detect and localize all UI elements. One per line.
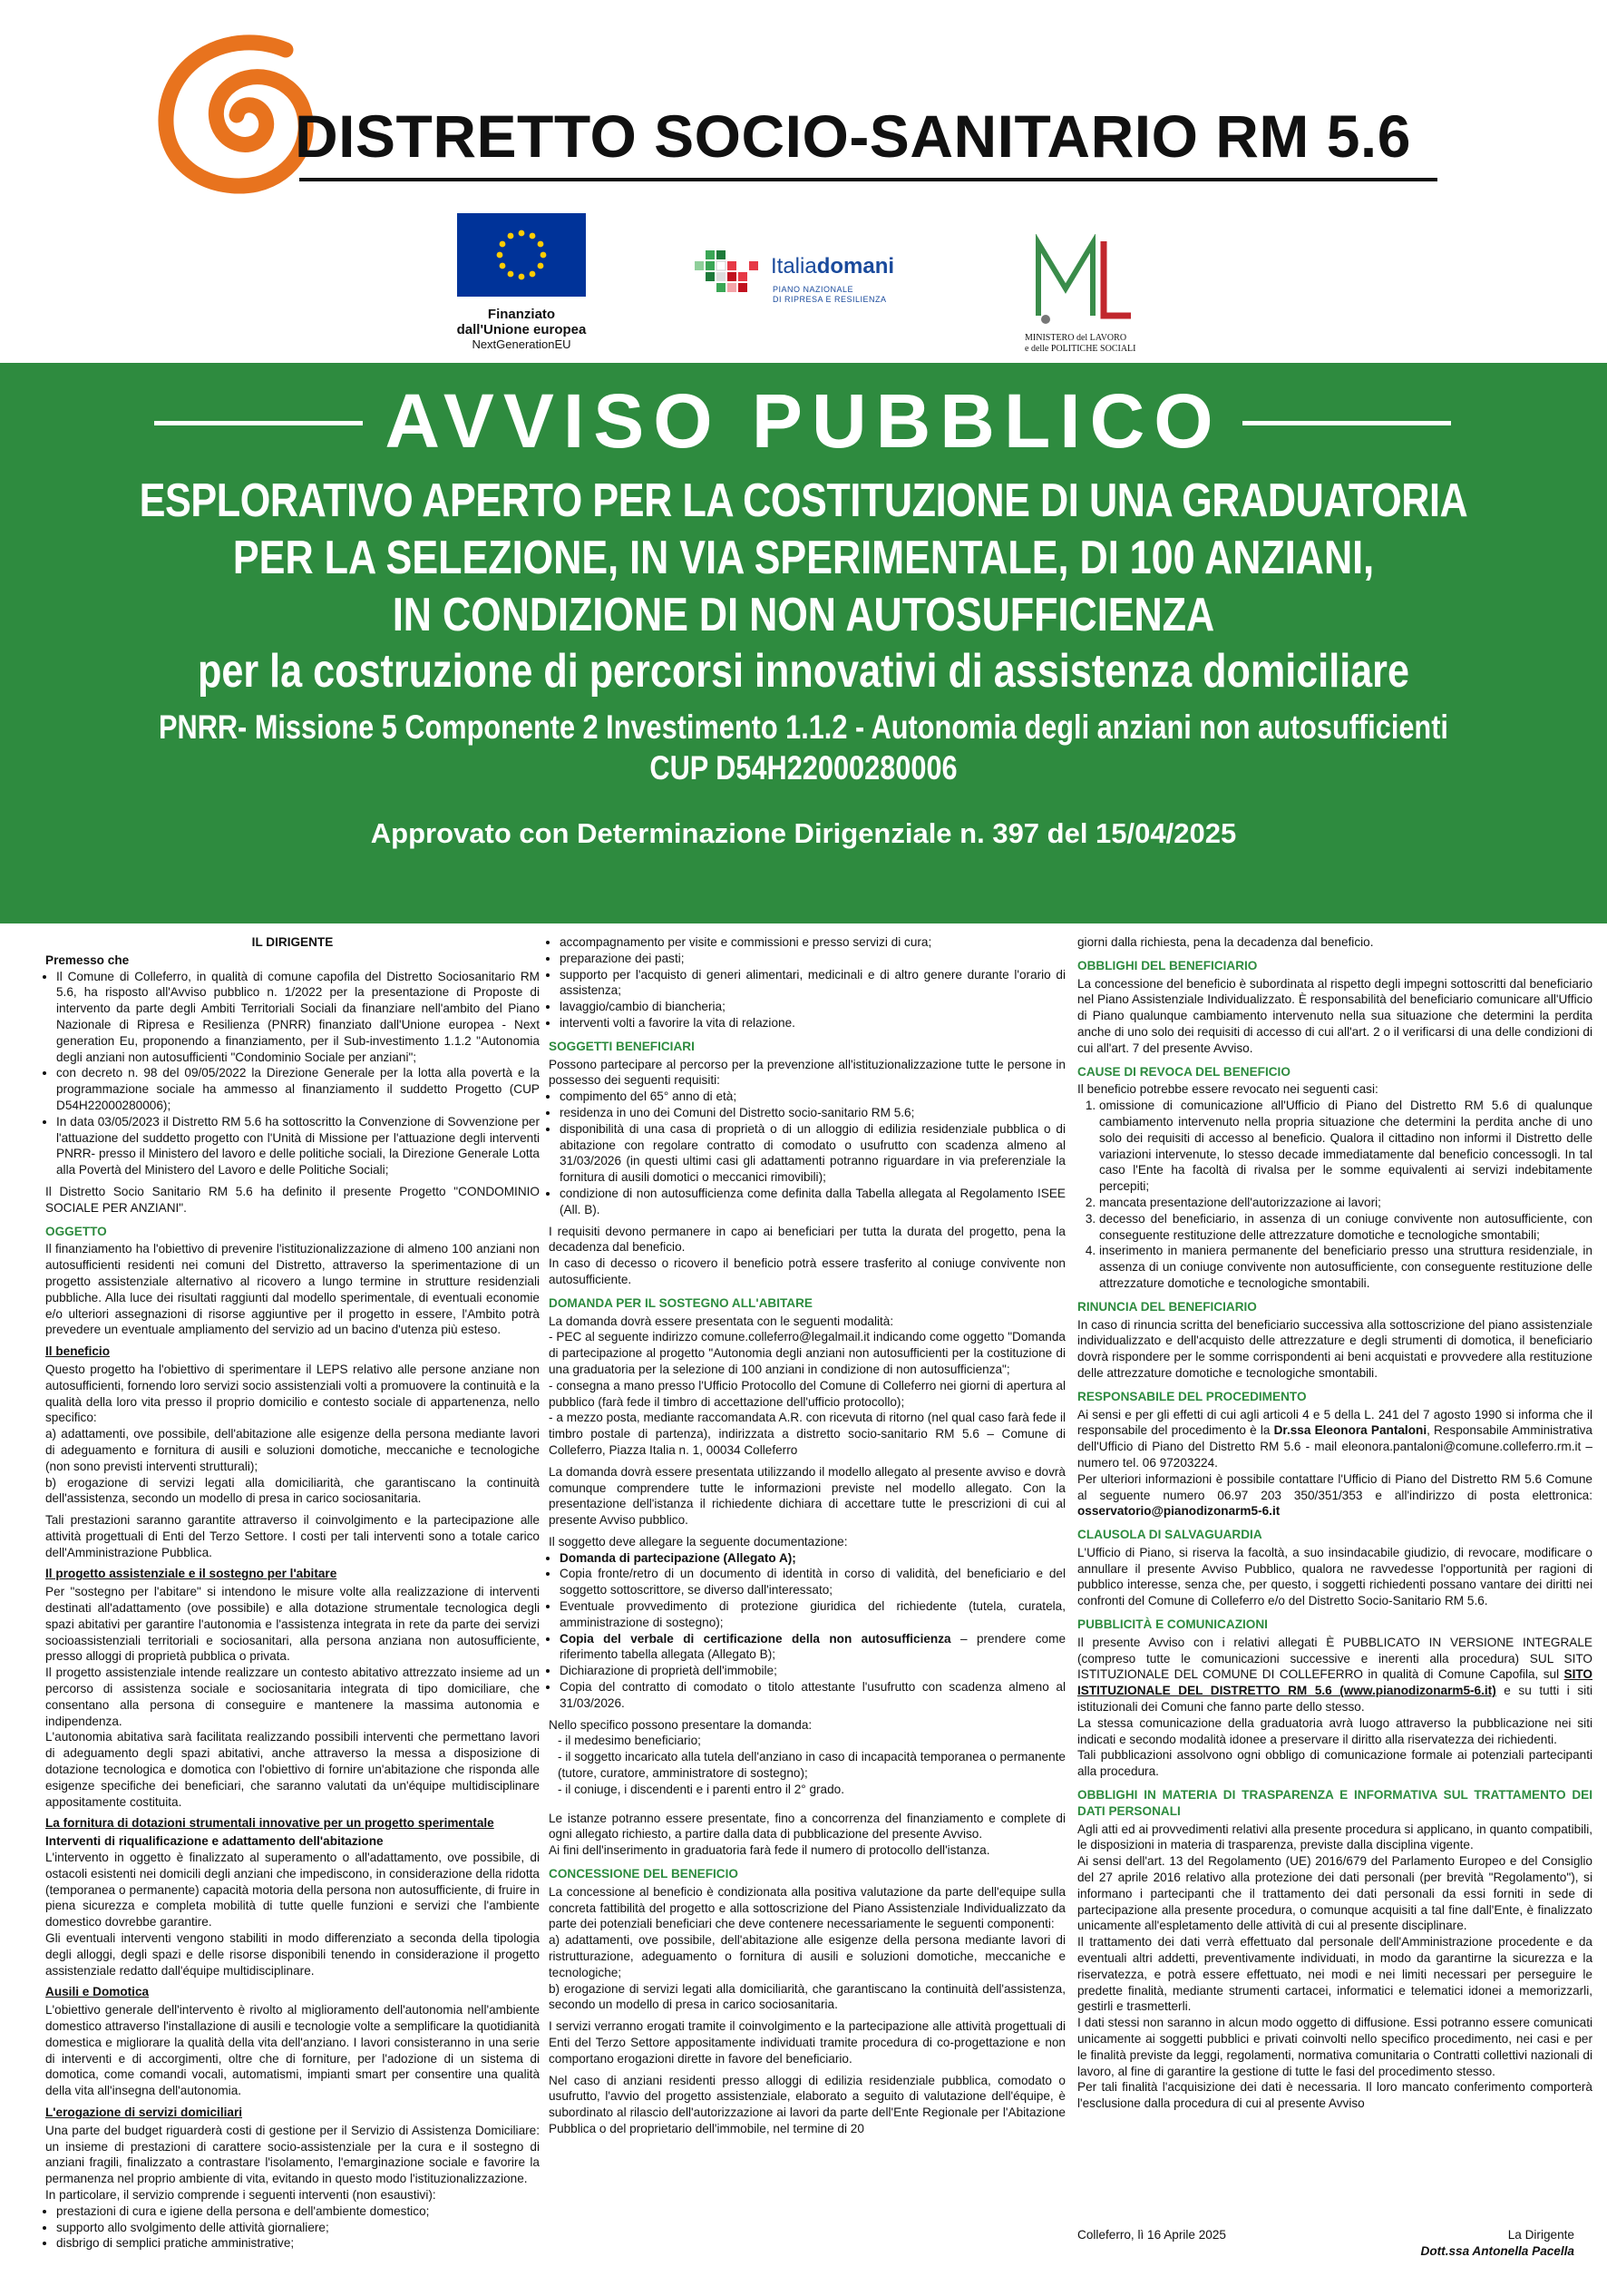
paragraph: In caso di rinuncia scritta del beneficiario successiva alla sottoscrizione del piano assistenziale individualizzato e dell'acquisto delle attrezzature e degli strumenti di domotica, il beneficiario dovrà rispondere per le somme corrispondenti ai beni acquistati e provvedere alla restituzione delle attrezzature domotiche e tecnologiche smontabili.	[1077, 1317, 1592, 1380]
signatory-role: La Dirigente	[1507, 2228, 1574, 2242]
paragraph: Gli eventuali interventi vengono stabiliti in modo differenziato a seconda della tipologia degli alloggi, degli spazi e delle risorse disponibili tenendo in considerazione il progetto assistenziale redatto dall'équipe multidisciplinare.	[45, 1931, 540, 1978]
paragraph: Il progetto assistenziale intende realizzare un contesto abitativo attrezzato insieme ad un percorso di assistenza sociale e sociosanitaria integrata di tipo domiciliare, che consentano alla persona di conseguire e mantenere la massima autonomia e indipendenza.	[45, 1666, 540, 1728]
section-heading: L'erogazione di servizi domiciliari	[45, 2105, 243, 2119]
signatory-name: Dott.ssa Antonella Pacella	[1420, 2244, 1574, 2258]
list-item: • lavaggio/cambio di biancheria;	[560, 999, 1066, 1015]
documenti-list	[549, 1550, 1066, 1712]
servizi-list-continued	[549, 934, 1066, 1031]
paragraph: Nel caso di anziani residenti presso alloggi di edilizia residenziale pubblica, comodato o usufrutto, l'avvio del progetto assistenziale, elaborato a seguito di valutazione dell'équipe, è subordinato al rilascio dell'autorizzazione ai lavori da parte dell'Ente Regionale per l'Abitazione Pubblica o del proprietario dell'immobile, nel termine di 20	[549, 2073, 1066, 2135]
paragraph: La domanda dovrà essere presentata con le seguenti modalità:	[549, 1314, 894, 1328]
ministero-ml-icon	[1029, 234, 1138, 325]
list-item: • Copia fronte/retro di un documento di identità in corso di validità, del beneficiario e del soggetto sottoscrittore, se diverso dall'interessato;	[560, 1566, 1066, 1598]
paragraph: Il trattamento dei dati verrà effettuato dal personale dell'Amministrazione procedente e da eventuali altri addetti, preventivamente individuati, in modo da garantirne la sicurezza e la riservatezza, e potrà essere effettuato, nei modi e nei limiti necessari per perseguire le predette finalità, mediante strumenti cartacei, informatici e telematici idonei a memorizzarli, gestirli e trasmetterli.	[1077, 1935, 1592, 2014]
paragraph: Tali pubblicazioni assolvono ogni obbligo di comunicazione formale ai potenziali partecipanti alla procedura.	[1077, 1748, 1592, 1779]
section-heading: CONCESSIONE DEL BENEFICIO	[549, 1867, 738, 1881]
list-item: • supporto allo svolgimento delle attività giornaliere;	[56, 2220, 540, 2236]
section-heading: RINUNCIA DEL BENEFICIARIO	[1077, 1299, 1257, 1314]
paragraph: La concessione del beneficio è subordinata al rispetto degli impegni sottoscritti dal beneficiario nel Piano Assistenziale Individualizzato. È responsabilità del beneficiario comunicare all'Ufficio di Piano qualunque cambiamento intervenuto nella sua situazione che determini la perdita anche di uno solo dei requisiti di accesso di cui all'art. 2 o il verificarsi di una delle condizioni di cui all'art. 7 del presente Avviso.	[1077, 976, 1592, 1055]
paragraph: La domanda dovrà essere presentata utilizzando il modello allegato al presente avviso e dovrà comunque comprendere tutte le informazioni previste nel modello allegato. Con la presentazione dell'istanza il richiedente dichiara di accettare tutte le prescrizioni di cui al presente Avviso pubblico.	[549, 1464, 1066, 1528]
paragraph: Per tali finalità l'acquisizione dei dati è necessaria. Il loro mancato conferimento comporterà l'esclusione dalla procedura di cui al presente Avviso	[1077, 2080, 1592, 2111]
list-item: • prestazioni di cura e igiene della persona e dell'ambiente domestico;	[56, 2203, 540, 2220]
paragraph: b) erogazione di servizi legati alla domiciliarità, che garantiscano la continuità dell'assistenza, secondo un modello di presa in carico sociosanitaria.	[549, 1981, 1066, 2012]
list-item: • compimento del 65° anno di età;	[560, 1089, 1066, 1105]
paragraph: Ai sensi e per gli effetti di cui agli articoli 4 e 5 della L. 241 del 7 agosto 1990 si informa che il responsabile del procedimento è la Dr.ssa Eleonora Pantaloni, Responsabile Amministrativa dell'Ufficio di Piano del Distretto RM 5.6 - mail eleonora.pantaloni@comune.colleferro.rm.it – numero tel. 06 97203224.	[1077, 1407, 1592, 1470]
list-item: • disponibilità di una casa di proprietà o di un alloggio di edilizia residenziale pubblica o di abitazione con regolare contratto di comodato o usufrutto con scadenza almeno al 31/03/2026 (in questi ultimi casi gli adattamenti potranno riguardare in via preferenziale la fornitura di ausili domotici o meccanici rimovibili);	[560, 1121, 1066, 1186]
column-1	[45, 934, 540, 2257]
title-rule-right	[1242, 421, 1451, 425]
paragraph: I servizi verranno erogati tramite il coinvolgimento e la partecipazione alle attività progettuali di Enti del Terzo Settore appositamente individuati tramite procedura di co-progettazione e non comportano erogazioni dirette in favore del beneficiario.	[549, 2019, 1066, 2066]
list-item: • condizione di non autosufficienza come definita dalla Tabella allegata al Regolamento ISEE (All. B).	[560, 1186, 1066, 1218]
paragraph: L'Ufficio di Piano, si riserva la facoltà, a suo insindacabile giudizio, di revocare, modificare o annullare il presente Avviso Pubblico, qualora ne ravvedesse l'opportunità per ragioni di pubblico interesse, senza che, per questo, i soggetti richiedenti possano vantare dei diritti nei confronti del Comune di Colleferro e/o del Distretto Socio-Sanitario RM 5.6.	[1077, 1545, 1592, 1608]
banner-cup-line: CUP D54H22000280006	[649, 749, 958, 787]
eu-caption: Finanziato dall'Unione europea	[456, 307, 587, 337]
paragraph: I requisiti devono permanere in capo ai beneficiari per tutta la durata del progetto, pena la decadenza dal beneficio.	[549, 1224, 1066, 1255]
eu-caption-ngeu: NextGenerationEU	[472, 337, 571, 351]
column-3	[1077, 934, 1592, 2117]
list-item: - il soggetto incaricato alla tutela dell'anziano in caso di incapacità temporanea o permanente (tutore, curatore, amministratore di sostegno);	[558, 1750, 1066, 1781]
italiadomani-mark-icon	[689, 247, 764, 303]
paragraph: Tali prestazioni saranno garantite attraverso il coinvolgimento e la partecipazione alle attività progettuali di Enti del Terzo Settore. I costi per tali interventi sono a totale carico dell'Amministrazione Pubblica.	[45, 1513, 540, 1559]
list-item: • Domanda di partecipazione (Allegato A);	[560, 1550, 1066, 1567]
section-heading: Ausili e Domotica	[45, 1985, 150, 1999]
paragraph: La concessione al beneficio è condizionata alla positiva valutazione da parte dell'equipe sulla concreta fattibilità del progetto e alla sottoscrizione del Piano Assistenziale Individualizzato da parte dei potenziali beneficiari che deve contenere necessariamente le seguenti componenti:	[549, 1884, 1066, 1931]
paragraph: Per ulteriori informazioni è possibile contattare l'Ufficio di Piano del Distretto RM 5.6 Comune al seguente numero 06.97 203 350/351/353 e all'indirizzo di posta elettronica: osservatorio@pianodizonarm5-6.it	[1077, 1471, 1592, 1519]
list-item: • Il Comune di Colleferro, in qualità di comune capofila del Distretto Sociosanitario RM 5.6, ha risposto all'Avviso pubblico n. 1/2022 per la presentazione di Proposte di intervento da parte degli Ambiti Territoriali Sociali da finanziare nell'ambito del Piano Nazionale di Ripresa e Resilienza (PNRR) finanziato dall'Unione europea - Next generation Eu, proponendo a finanziamento, per il Sub-investimento 1.1.2 "Autonomia degli anziani non autosufficienti "Condominio Sociale per anziani";	[56, 969, 540, 1066]
section-heading: Il beneficio	[45, 1344, 111, 1359]
paragraph: a) adattamenti, ove possibile, dell'abitazione alle esigenze della persona mediante lavori di ristrutturazione, adeguamento o fornitura di ausili e soluzioni domotiche, meccaniche e tecnologiche;	[549, 1933, 1066, 1979]
premesse-list	[45, 969, 540, 1178]
list-item: 4. inserimento in maniera permanente del beneficiario presso una struttura residenziale, in assenza di un coniuge convivente non autosufficiente, con conseguente restituzione delle attrezzature domotiche e tecnologiche smontabili.	[1099, 1243, 1592, 1291]
paragraph: Il presente Avviso con i relativi allegati È PUBBLICATO IN VERSIONE INTEGRALE (compreso tutte le comunicazioni successive e inerenti alla procedura) SUL SITO ISTITUZIONALE DEL COMUNE DI COLLEFERRO in qualità di Comune Capofila, sul SITO ISTITUZIONALE DEL DISTRETTO RM 5.6 (www.pianodizonarm5-6.it) e su tutti i siti istituzionali dei Comuni che fanno parte dello stesso.	[1077, 1635, 1592, 1715]
list-item: • accompagnamento per visite e commissioni e presso servizi di cura;	[560, 934, 1066, 951]
section-heading: CLAUSOLA DI SALVAGUARDIA	[1077, 1528, 1262, 1542]
list-item: 2. mancata presentazione dell'autorizzazione ai lavori;	[1099, 1195, 1592, 1211]
list-item: - il coniuge, i discendenti e i parenti entro il 2° grado.	[558, 1782, 845, 1796]
dirigente-heading: IL DIRIGENTE	[251, 935, 334, 949]
paragraph: In particolare, il servizio comprende i seguenti interventi (non esaustivi):	[45, 2187, 436, 2202]
title-banner	[0, 363, 1607, 923]
section-heading: SOGGETTI BENEFICIARI	[549, 1039, 695, 1053]
distretto-site-link[interactable]: SITO ISTITUZIONALE DEL DISTRETTO RM 5.6 (www.pianodizonarm5-6.it)	[1077, 1667, 1592, 1698]
paragraph: Questo progetto ha l'obiettivo di sperimentare il LEPS relativo alle persone anziane non autosufficienti, fornendo loro servizi socio assistenziali volti a promuovere la continuità e la qualità della loro vita presso il proprio domicilio e contesto sociale di appartenenza, nello specifico:	[45, 1362, 540, 1425]
list-item: 3. decesso del beneficiario, in assenza di un coniuge convivente non autosufficiente, con conseguente restituzione delle attrezzature domotiche e tecnologiche smontabili;	[1099, 1211, 1592, 1244]
paragraph: Per "sostegno per l'abitare" si intendono le misure volte alla realizzazione di interventi destinati all'adattamento (ove possibile) e alla dotazione strumentale tecnologica degli spazi abitativi per garantire l'autonomia e l'assistenza integrata in rete da parte dei servizi socioassistenziali territoriali e sociosanitari, alla persona anziana non autosufficiente, presso alloggi di proprietà pubblica o privata.	[45, 1585, 540, 1664]
paragraph: Le istanze potranno essere presentate, fino a concorrenza del finanziamento e complete di ogni allegato richiesto, a partire dalla data di pubblicazione del presente Avviso.	[549, 1811, 1066, 1842]
section-heading: OGGETTO	[45, 1224, 107, 1238]
title-underline	[299, 178, 1437, 181]
paragraph: a) adattamenti, ove possibile, dell'abitazione alle esigenze della persona mediante lavori di adeguamento e fornitura di ausili e soluzioni domotiche, meccaniche e tecnologiche (non sono previsti interventi strutturali);	[45, 1427, 540, 1473]
subsection-heading: Interventi di riqualificazione e adattamento dell'abitazione	[45, 1834, 384, 1849]
banner-pnrr-line: PNRR- Missione 5 Componente 2 Investimento 1.1.2 - Autonomia degli anziani non autosufficienti	[159, 708, 1448, 746]
list-item: • interventi volti a favorire la vita di relazione.	[560, 1015, 1066, 1031]
list-item: • Dichiarazione di proprietà dell'immobile;	[560, 1663, 1066, 1679]
banner-line-2: PER LA SELEZIONE, IN VIA SPERIMENTALE, DI 100 ANZIANI,	[232, 532, 1375, 584]
column-2	[549, 934, 1066, 2143]
section-heading: RESPONSABILE DEL PROCEDIMENTO	[1077, 1389, 1307, 1403]
paragraph: - a mezzo posta, mediante raccomandata A.R. con ricevuta di ritorno (nel qual caso farà fede il timbro postale di partenza), indirizzata a distretto socio-sanitario RM 5.6 – Comune di Colleferro, Piazza Italia n. 1, 00034 Colleferro	[549, 1411, 1066, 1457]
place-date: Colleferro, lì 16 Aprile 2025	[1077, 2228, 1226, 2242]
paragraph: Ai fini dell'inserimento in graduatoria farà fede il numero di protocollo dell'istanza.	[549, 1843, 990, 1858]
list-item: • Eventuale provvedimento di protezione giuridica del richiedente (tutela, curatela, amministrazione di sostegno);	[560, 1598, 1066, 1631]
banner-line-3: IN CONDIZIONE DI NON AUTOSUFFICIENZA	[392, 589, 1215, 641]
ministero-logo	[1016, 234, 1152, 355]
paragraph: L'autonomia abitativa sarà facilitata realizzando possibili interventi che permettano lavori di adeguamento degli spazi abitativi, anche attraverso la messa a disposizione di dotazione tecnologica e domotica con l'obiettivo di fornire un'abitazione che risponda alle esigenze specifiche dei beneficiari, che saranno valutati da un'équipe multidisciplinare appositamente costituita.	[45, 1730, 540, 1809]
list-item: • disbrigo di semplici pratiche amministrative;	[56, 2235, 540, 2252]
paragraph: - PEC al seguente indirizzo comune.colleferro@legalmail.it indicando come oggetto "Domanda di partecipazione al progetto "Autonomia degli anziani non autosufficienti per la costituzione di una graduatoria per la selezione di 100 anziani in condizione di non autosufficienza";	[549, 1330, 1066, 1376]
servizi-list	[45, 2203, 540, 2252]
paragraph: - consegna a mano presso l'Ufficio Protocollo del Comune di Colleferro nei giorni di apertura al pubblico (farà fede il timbro di accettazione dell'ufficio protocollo);	[549, 1378, 1066, 1409]
eu-logo	[453, 213, 589, 351]
list-item: 1. omissione di comunicazione all'Ufficio di Piano del Distretto RM 5.6 di qualunque cambiamento intervenuto nella propria situazione che determini la perdita anche di uno solo dei requisiti di accesso al beneficio. Qualora il cittadino non informi il Distretto delle variazioni intervenute, lo stesso decade immediatamente dal beneficio concessogli. In tal caso l'Ente ha facoltà di rivalsa per le somme equivalenti ai servizi indebitamente percepiti;	[1099, 1098, 1592, 1195]
italiadomani-wordmark: Italiadomani	[771, 254, 895, 278]
ministero-caption: MINISTERO del LAVORO e delle POLITICHE SOCIALI	[1025, 333, 1136, 354]
paragraph: La stessa comunicazione della graduatoria avrà luogo attraverso la pubblicazione nei siti indicati e secondo modalità idonee a preservare il diritto alla riservatezza dei richiedenti.	[1077, 1715, 1592, 1746]
section-heading: DOMANDA PER IL SOSTEGNO ALL'ABITARE	[549, 1295, 813, 1310]
header	[0, 0, 1607, 209]
premesso-heading: Premesso che	[45, 953, 130, 967]
list-item: • residenza in uno dei Comuni del Distretto socio-sanitario RM 5.6;	[560, 1105, 1066, 1121]
paragraph: b) erogazione di servizi legati alla domiciliarità, che garantiscano la continuità dell'assistenza, secondo un modello di presa in carico sociosanitaria.	[45, 1475, 540, 1506]
list-item: • Copia del contratto di comodato o titolo attestante l'usufrutto con scadenza almeno al 31/03/2026.	[560, 1679, 1066, 1712]
banner-line-1: ESPLORATIVO APERTO PER LA COSTITUZIONE DI UNA GRADUATORIA	[139, 474, 1468, 527]
list-item: • supporto per l'acquisto di generi alimentari, medicinali e di altro genere durante l'orario di assistenza;	[560, 967, 1066, 1000]
revoca-list	[1077, 1098, 1592, 1292]
paragraph: L'intervento in oggetto è finalizzato al superamento o all'adattamento, ove possibile, di ostacoli esistenti nei domicili degli anziani che impediscono, in considerazione della ridotta (temporanea o permanente) capacità motoria della persona non autosufficiente, di fruire in piena sicurezza e completa mobilità di tutte quelle funzioni e servizi che l'ambiente domestico dovrebbe garantire.	[45, 1851, 540, 1930]
italiadomani-subtitle: PIANO NAZIONALE DI RIPRESA E RESILIENZA	[773, 285, 887, 304]
paragraph: Agli atti ed ai provvedimenti relativi alla presente procedura si applicano, in quanto compatibili, le disposizioni in materia di trasparenza, previste dalla disciplina vigente.	[1077, 1822, 1592, 1852]
district-title: DISTRETTO SOCIO-SANITARIO RM 5.6	[295, 103, 1411, 170]
section-heading: Il progetto assistenziale e il sostegno per l'abitare	[45, 1567, 337, 1581]
paragraph: Il finanziamento ha l'obiettivo di prevenire l'istituzionalizzazione di almeno 100 anziani non autosufficienti residenti nei comuni del Distretto, attraverso la sperimentazione di un progetto assistenziale alternativo al ricovero a lungo termine in strutture residenziali pubbliche. Alla luce dei risultati raggiunti dal modello sperimentale, di eventuali economie e/o ulteriori assegnazioni di risorse aggiuntive per il progetto in essere, l'Ambito potrà prevedere un eventuale ampliamento del servizio ad un bacino d'utenza più esteso.	[45, 1242, 540, 1337]
banner-approval-line: Approvato con Determinazione Dirigenziale n. 397 del 15/04/2025	[370, 817, 1237, 849]
paragraph: In caso di decesso o ricovero il beneficio potrà essere trasferito al coniuge convivente non autosufficiente.	[549, 1256, 1066, 1286]
section-heading: CAUSE DI REVOCA DEL BENEFICIO	[1077, 1064, 1290, 1079]
paragraph: Una parte del budget riguarderà costi di gestione per il Servizio di Assistenza Domiciliare: un insieme di prestazioni di carattere socio-assistenziale per la cura e il sostegno di anziani fragili, finalizzato a contrastare l'isolamento, l'emarginazione sociale e favorire la permanenza nel proprio ambiente di vita, evitando in questo modo l'istituzionalizzazione.	[45, 2123, 540, 2186]
section-heading: La fornitura di dotazioni strumentali innovative per un progetto sperimentale	[45, 1816, 494, 1831]
banner-line-4: per la costruzione di percorsi innovativi di assistenza domiciliare	[198, 645, 1409, 698]
list-item: • Copia del verbale di certificazione della non autosufficienza – prendere come riferimento tabella allegata (Allegato B);	[560, 1631, 1066, 1664]
paragraph: I dati stessi non saranno in alcun modo oggetto di diffusione. Essi potranno essere comunicati unicamente ai soggetti pubblici e privati coinvolti nello specifico procedimento, nei casi e per le finalità previste da leggi, regolamenti, normativa comunitaria o Contratti collettivi nazionali di lavoro, al fine di garantire la gestione di tutte le fasi del procedimento stesso.	[1077, 2016, 1592, 2078]
avviso-title: AVVISO PUBBLICO	[385, 378, 1222, 464]
paragraph: giorni dalla richiesta, pena la decadenza dal beneficio.	[1077, 935, 1374, 949]
list-item: • In data 03/05/2023 il Distretto RM 5.6 ha sottoscritto la Convenzione di Sovvenzione per l'attuazione del suddetto progetto con l'Unità di Missione per l'attuazione degli interventi PNRR- presso il Ministero del lavoro e delle politiche sociali, la Direzione Generale Lotta alla Povertà del Ministero del Lavoro e delle Politiche Sociali;	[56, 1114, 540, 1178]
paragraph: Il beneficio potrebbe essere revocato nei seguenti casi:	[1077, 1082, 1378, 1097]
section-heading: PUBBLICITÀ E COMUNICAZIONI	[1077, 1617, 1268, 1632]
requisiti-list	[549, 1089, 1066, 1217]
paragraph: L'obiettivo generale dell'intervento è rivolto al miglioramento dell'autonomia nell'ambiente domestico attraverso l'installazione di ausili e tecnologie volte a semplificare la quotidianità domestica e migliorare la qualità della vita dell'anziano. I lavori consisteranno in una serie di interventi e di accorgimenti, oltre che di forniture, per l'adozione di un sistema di domotica, come comandi vocali, automatismi, impianti smart per consentire una qualità della vita all'insegna dell'autonomia.	[45, 2003, 540, 2098]
paragraph: Il soggetto deve allegare la seguente documentazione:	[549, 1534, 848, 1549]
section-heading: OBBLIGHI DEL BENEFICIARIO	[1077, 958, 1258, 972]
list-item: • con decreto n. 98 del 09/05/2022 la Direzione Generale per la lotta alla povertà e la programmazione sociale ha ammesso al finanziamento il suddetto Progetto (CUP D54H22000280006);	[56, 1065, 540, 1113]
paragraph: Il Distretto Socio Sanitario RM 5.6 ha definito il presente Progetto "CONDOMINIO SOCIALE PER ANZIANI".	[45, 1184, 540, 1215]
paragraph: Ai sensi dell'art. 13 del Regolamento (UE) 2016/679 del Parlamento Europeo e del Consiglio del 27 aprile 2016 relativo alla protezione dei dati personali (per brevità "Regolamento"), si informano i partecipanti che il trattamento dei dati personali da essi forniti in sede di partecipazione alla presente procedura, o comunque acquisiti a tal fine dall'Ente, è finalizzato unicamente all'espletamento delle attività di cui al presente disciplinare.	[1077, 1854, 1592, 1933]
paragraph: Possono partecipare al percorso per la prevenzione all'istituzionalizzazione tutte le persone in possesso dei seguenti requisiti:	[549, 1057, 1066, 1088]
italiadomani-logo	[689, 247, 934, 310]
list-item: - il medesimo beneficiario;	[558, 1734, 701, 1748]
paragraph: Nello specifico possono presentare la domanda:	[549, 1717, 813, 1732]
list-item: • preparazione dei pasti;	[560, 951, 1066, 967]
eu-flag-icon	[457, 213, 586, 297]
section-heading: OBBLIGHI IN MATERIA DI TRASPARENZA E INFORMATIVA SUL TRATTAMENTO DEI DATI PERSONALI	[1077, 1788, 1592, 1818]
avviso-title-row	[0, 378, 1607, 464]
